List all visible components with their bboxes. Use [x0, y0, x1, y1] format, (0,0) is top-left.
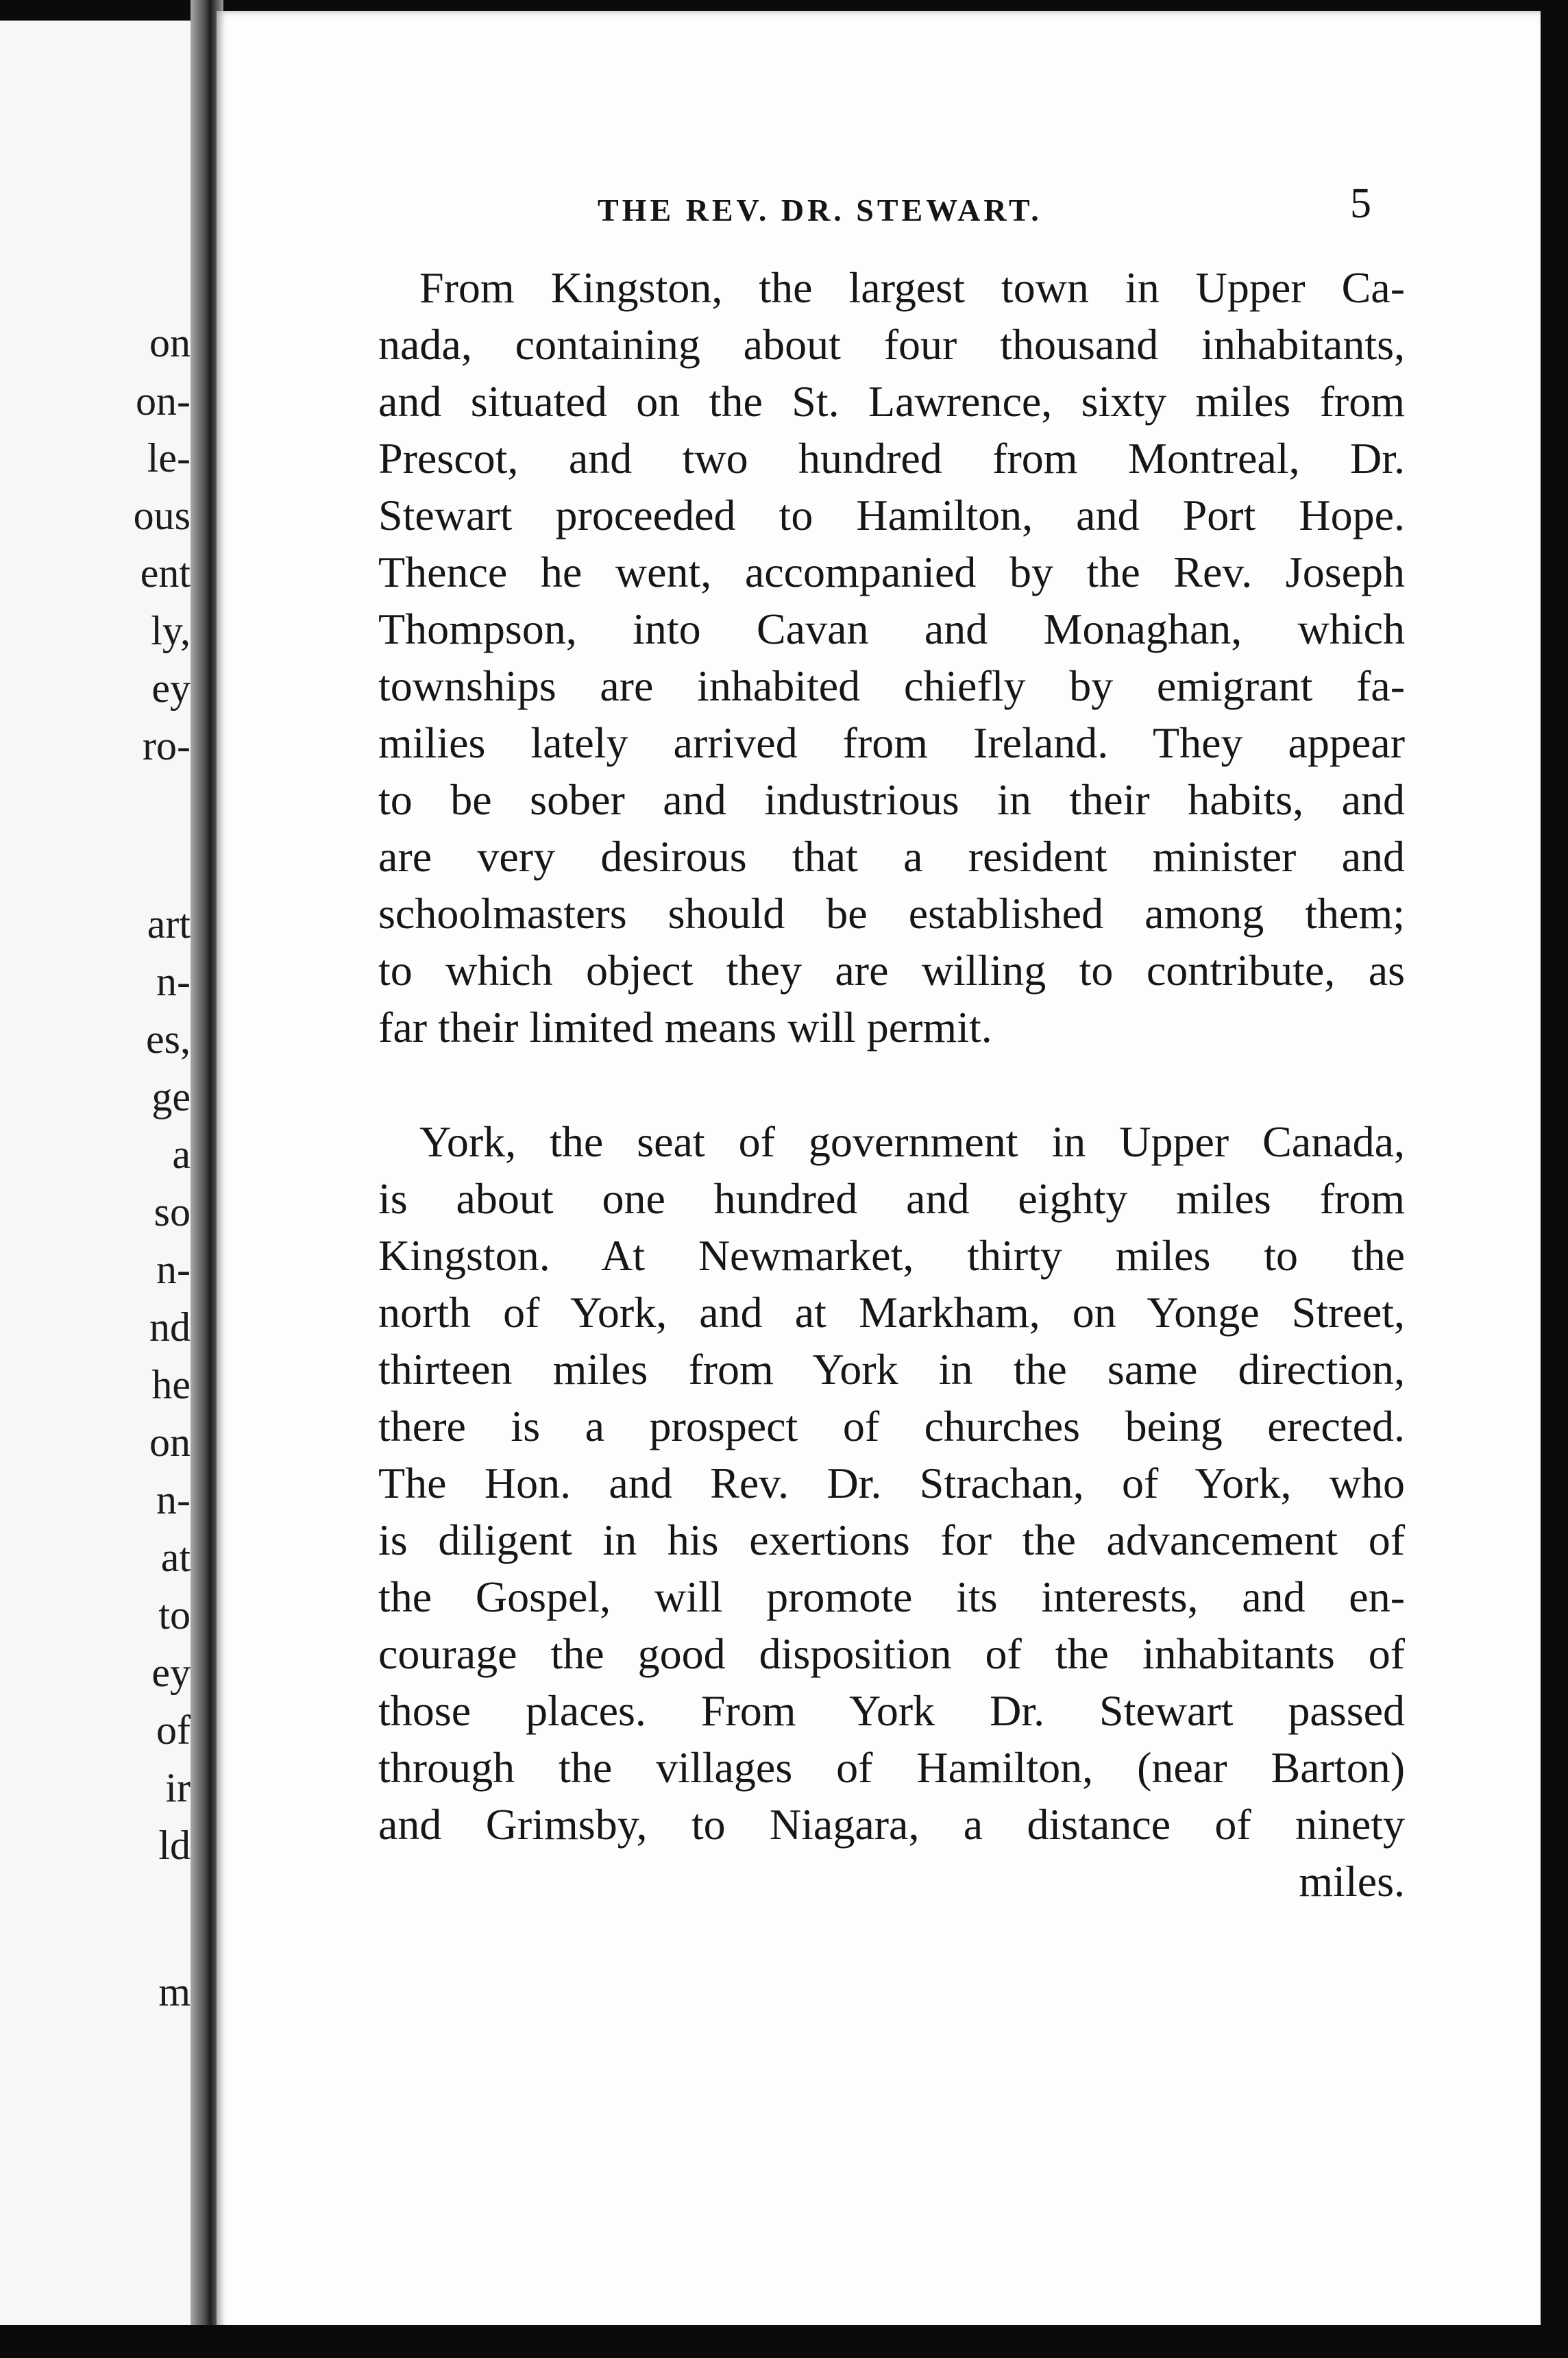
- paragraph: [378, 1113, 1405, 1910]
- text-line: far their limited means will permit.: [378, 1003, 992, 1052]
- running-head: [217, 180, 1541, 234]
- prev-page-fragment: le-: [147, 435, 191, 481]
- text-line: The Hon. and Rev. Dr. Strachan, of York, who: [378, 1459, 1405, 1507]
- text-line: to which object they are willing to contribute, as: [378, 946, 1405, 995]
- text-line: and Grimsby, to Niagara, a distance of ninety: [378, 1800, 1405, 1849]
- text-line: nada, containing about four thousand inhabitants,: [378, 320, 1405, 369]
- prev-page-fragment: nd: [149, 1304, 191, 1350]
- text-line: are very desirous that a resident minister and: [378, 832, 1405, 881]
- prev-page-fragment: n-: [156, 959, 191, 1004]
- text-line: Prescot, and two hundred from Montreal, Dr.: [378, 434, 1405, 483]
- prev-page-fragment: ous: [133, 493, 191, 538]
- text-line: York, the seat of government in Upper Canada,: [419, 1117, 1405, 1166]
- prev-page-fragment: art: [147, 901, 191, 947]
- text-line: is about one hundred and eighty miles from: [378, 1174, 1405, 1223]
- prev-page-fragment: ly,: [151, 608, 191, 653]
- page-number: 5: [1350, 180, 1371, 227]
- scan-bottom-border: [0, 2325, 1568, 2358]
- text-line: Thompson, into Cavan and Monaghan, which: [378, 605, 1405, 653]
- text-line: courage the good disposition of the inhabitants of: [378, 1629, 1405, 1678]
- prev-page-fragment: on: [149, 320, 191, 365]
- text-line: north of York, and at Markham, on Yonge Street,: [378, 1288, 1405, 1337]
- prev-page-fragment: he: [151, 1362, 191, 1407]
- prev-page-fragment: so: [154, 1189, 191, 1235]
- text-line: milies lately arrived from Ireland. They appear: [378, 718, 1405, 767]
- prev-page-fragment: to: [158, 1592, 191, 1638]
- prev-page-fragment: m: [158, 1969, 191, 2015]
- prev-page-fragment: on: [149, 1420, 191, 1465]
- prev-page-fragment: a: [172, 1132, 191, 1177]
- prev-page-fragment: ld: [158, 1823, 191, 1868]
- text-line: townships are inhabited chiefly by emigrant fa-: [378, 661, 1405, 710]
- text-line: those places. From York Dr. Stewart passed: [378, 1686, 1405, 1735]
- book-page: [217, 11, 1541, 2331]
- prev-page-fragment: n-: [156, 1477, 191, 1522]
- previous-page-edge: [0, 21, 199, 2329]
- text-line: Kingston. At Newmarket, thirty miles to the: [378, 1231, 1405, 1280]
- text-line: there is a prospect of churches being erected.: [378, 1402, 1405, 1450]
- prev-page-fragment: ro-: [143, 723, 191, 768]
- prev-page-fragment: at: [160, 1535, 191, 1580]
- text-line: is diligent in his exertions for the advancement of: [378, 1516, 1405, 1564]
- prev-page-fragment: of: [156, 1707, 191, 1753]
- text-line: thirteen miles from York in the same direction,: [378, 1345, 1405, 1394]
- running-head-title: THE REV. DR. STEWART.: [598, 193, 1042, 228]
- text-line: miles.: [1299, 1857, 1405, 1906]
- body-text: [378, 259, 1405, 1910]
- prev-page-fragment: es,: [146, 1017, 191, 1062]
- text-line: the Gospel, will promote its interests, and en-: [378, 1572, 1405, 1621]
- text-line: Thence he went, accompanied by the Rev. Joseph: [378, 548, 1405, 596]
- prev-page-fragment: n-: [156, 1247, 191, 1292]
- text-line: through the villages of Hamilton, (near Barton): [378, 1743, 1405, 1792]
- prev-page-fragment: ey: [151, 666, 191, 711]
- prev-page-fragment: on-: [136, 378, 191, 424]
- prev-page-fragment: ent: [140, 550, 191, 596]
- prev-page-fragment: ge: [151, 1074, 191, 1119]
- prev-page-fragment: ey: [151, 1650, 191, 1695]
- text-line: From Kingston, the largest town in Upper Ca-: [419, 263, 1405, 312]
- paragraph: [378, 259, 1405, 1056]
- text-line: to be sober and industrious in their habits, and: [378, 775, 1405, 824]
- prev-page-fragment: ir: [165, 1765, 191, 1810]
- text-line: Stewart proceeded to Hamilton, and Port Hope.: [378, 491, 1405, 539]
- text-line: schoolmasters should be established among them;: [378, 889, 1405, 938]
- text-line: and situated on the St. Lawrence, sixty miles from: [378, 377, 1405, 426]
